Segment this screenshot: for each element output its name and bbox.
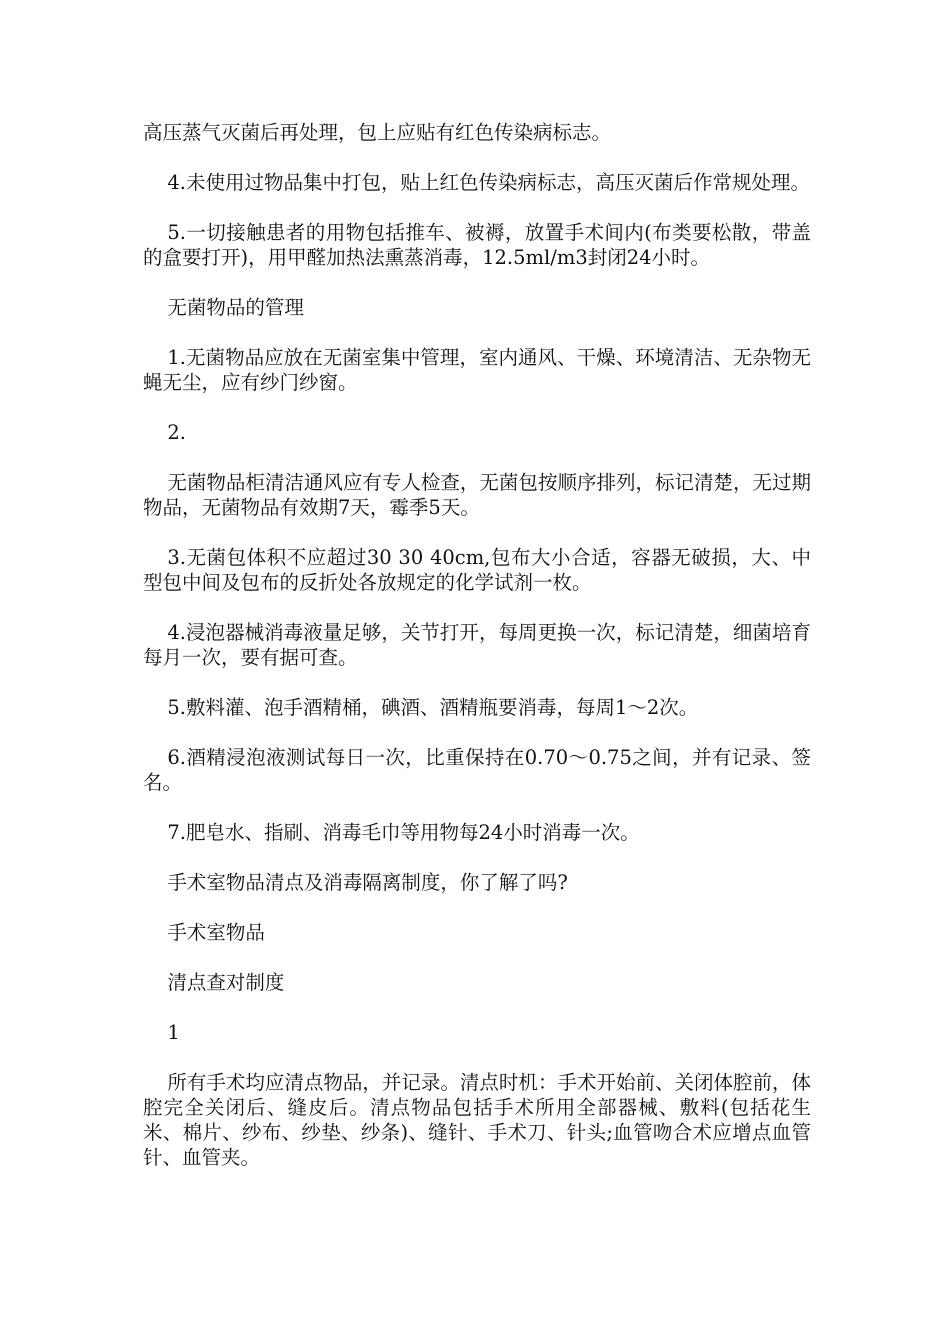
section-heading-or-items: 手术室物品	[167, 921, 265, 944]
paragraph-sterile-item-1: 1.无菌物品应放在无菌室集中管理，室内通风、干燥、环境清洁、无杂物无蝇无尘，应有纱门纱窗。	[143, 346, 811, 394]
paragraph-sterile-item-2-number: 2.	[167, 421, 186, 444]
paragraph-count-item-1-number: 1	[167, 1021, 180, 1044]
paragraph-sterile-item-5: 5.敷料灌、泡手酒精桶，碘酒、酒精瓶要消毒，每周1～2次。	[167, 696, 699, 719]
paragraph-sterile-item-2-text: 无菌物品柜清洁通风应有专人检查，无菌包按顺序排列，标记清楚，无过期物品，无菌物品有效期7天，霉季5天。	[143, 471, 811, 519]
paragraph-sterile-item-4: 4.浸泡器械消毒液量足够，关节打开，每周更换一次，标记清楚，细菌培育每月一次，要有据可查。	[143, 621, 811, 669]
paragraph-question: 手术室物品清点及消毒隔离制度，你了解了吗?	[167, 871, 568, 894]
paragraph-item-5-formaldehyde: 5.一切接触患者的用物包括推车、被褥，放置手术间内(布类要松散，带盖的盒要打开)，用甲醛加热法熏蒸消毒，12.5ml/m3封闭24小时。	[143, 221, 811, 269]
document-body	[143, 120, 811, 1195]
paragraph-sterile-item-3: 3.无菌包体积不应超过30 30 40cm,包布大小合适，容器无破损，大、中型包中间及包布的反折处各放规定的化学试剂一枚。	[143, 546, 811, 594]
section-heading-count-check: 清点查对制度	[167, 971, 285, 994]
paragraph-sterile-item-6: 6.酒精浸泡液测试每日一次，比重保持在0.70～0.75之间，并有记录、签名。	[143, 746, 811, 794]
paragraph-sterile-item-7: 7.肥皂水、指刷、消毒毛巾等用物每24小时消毒一次。	[167, 821, 640, 844]
paragraph-item-4-unused-items: 4.未使用过物品集中打包，贴上红色传染病标志，高压灭菌后作常规处理。	[167, 171, 810, 194]
paragraph-count-item-1-text: 所有手术均应清点物品，并记录。清点时机：手术开始前、关闭体腔前，体腔完全关闭后、缝皮后。清点物品包括手术所用全部器械、敷料(包括花生米、棉片、纱布、纱垫、纱条)、缝针、手术刀、针头;血管吻合术应增点血管针、血管夹。	[143, 1071, 811, 1169]
section-heading-sterile-items: 无菌物品的管理	[167, 296, 304, 319]
paragraph-sterilization-continued: 高压蒸气灭菌后再处理，包上应贴有红色传染病标志。	[143, 121, 612, 144]
